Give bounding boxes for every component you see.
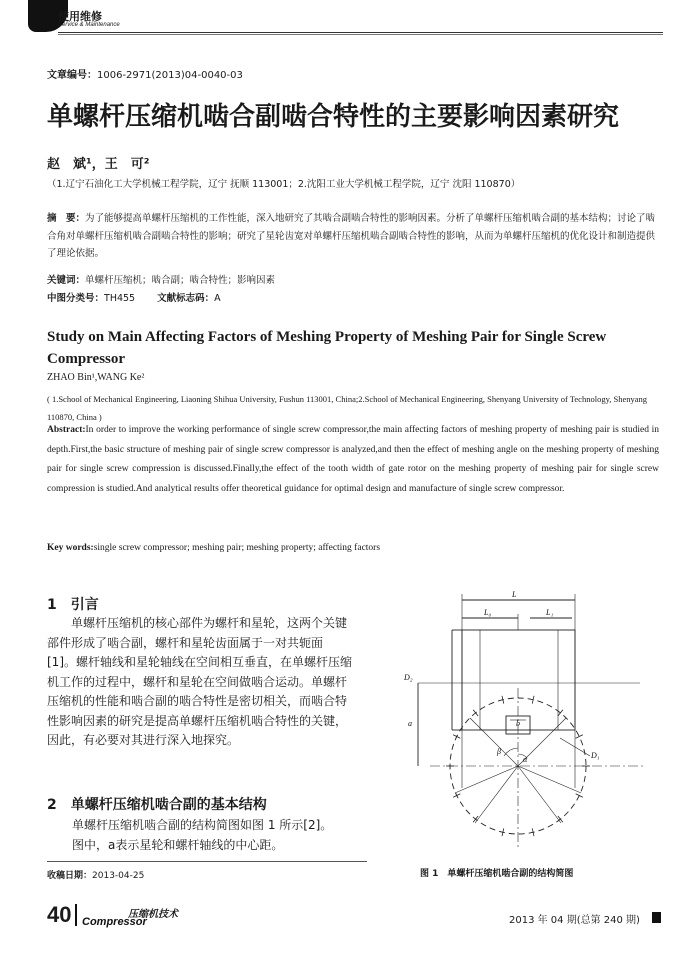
header-rule xyxy=(58,32,663,33)
page-number: 40 xyxy=(47,902,72,927)
article-number-label: 文章编号： xyxy=(47,70,97,81)
section-1-heading: 1 引言 xyxy=(47,597,99,613)
radial-line-3 xyxy=(455,766,518,793)
issue-info: 2013 年 04 期(总第 240 期) xyxy=(509,915,640,926)
journal-logo: Compressor xyxy=(82,916,147,928)
label-L1: L₁ xyxy=(546,608,554,617)
radial-line-5 xyxy=(475,766,518,823)
keywords-cn xyxy=(47,272,275,286)
abstract-en-label: Abstract: xyxy=(47,425,86,435)
label-L: L xyxy=(512,590,517,599)
tooth-tick xyxy=(576,794,583,797)
title-cn: 单螺杆压缩机啮合副啮合特性的主要影响因素研究 xyxy=(47,102,620,132)
section-2-heading: 2 单螺杆压缩机啮合副的基本结构 xyxy=(47,797,267,813)
tooth-tick xyxy=(558,710,563,716)
figure-1-diagram xyxy=(400,588,660,860)
label-alpha: α xyxy=(523,755,528,764)
tooth-tick xyxy=(453,794,460,797)
footnote-rule xyxy=(47,861,367,862)
figure-1-caption: 图 1 单螺杆压缩机啮合副的结构简图 xyxy=(420,869,574,879)
label-b: b xyxy=(516,719,520,728)
keywords-cn-text: 单螺杆压缩机；啮合副；啮合特性；影响因素 xyxy=(85,275,276,286)
label-D2: D₂ xyxy=(404,673,413,682)
label-beta: β xyxy=(497,747,501,756)
classification xyxy=(47,290,221,304)
abstract-en xyxy=(47,421,659,499)
journal-logo-cn: 压缩机技术 xyxy=(128,909,178,920)
doc-code-label: 文献标志码： xyxy=(157,293,215,304)
keywords-en-text: single screw compressor; meshing pair; meshing property; affecting factors xyxy=(93,543,381,553)
tooth-tick xyxy=(473,816,478,822)
abstract-cn-text: 为了能够提高单螺杆压缩机的工作性能，深入地研究了其啮合副啮合特性的影响因素。分析了单螺杆压缩机啮合副的基本结构；讨论了啮合角对单螺杆压缩机啮合副啮合特性的影响；研究了星轮齿宽对单螺杆压缩机啮合副啮合特性的影响，从而为单螺杆压缩机的优化设计和制造提供了理论依据。 xyxy=(47,213,656,259)
footer-divider xyxy=(75,904,77,926)
doc-code-value: A xyxy=(214,293,221,304)
tooth-tick xyxy=(576,735,583,738)
affiliations-cn: （1.辽宁石油化工大学机械工程学院，辽宁 抚顺 113001；2.沈阳工业大学机械工程学院，辽宁 沈阳 110870） xyxy=(47,179,521,190)
tooth-tick xyxy=(558,816,563,822)
issue-end-mark xyxy=(652,912,661,923)
header-rule-thin xyxy=(58,34,663,35)
radial-line-1 xyxy=(470,718,518,766)
tooth-tick xyxy=(473,710,478,716)
keywords-cn-label: 关键词： xyxy=(47,275,86,286)
label-D1: D₁ xyxy=(591,751,600,760)
header-section-cn: 使用维修 xyxy=(58,10,102,23)
abstract-cn-label: 摘 要： xyxy=(47,213,86,224)
section-2-body xyxy=(72,816,372,855)
label-a: a xyxy=(408,719,412,728)
received-value: 2013-04-25 xyxy=(92,871,145,881)
label-L0: L₀ xyxy=(484,608,492,617)
keywords-en xyxy=(47,543,380,553)
abstract-cn xyxy=(47,210,659,263)
keywords-en-label: Key words: xyxy=(47,543,94,553)
clc-label: 中图分类号： xyxy=(47,293,105,304)
beta-arc xyxy=(504,748,518,756)
title-en: Study on Main Affecting Factors of Meshing Property of Meshing Pair for Single Screw Compressor xyxy=(47,329,607,367)
article-number-value: 1006-2971(2013)04-0040-03 xyxy=(97,70,243,81)
tooth-tick xyxy=(453,735,460,738)
radial-line-4 xyxy=(518,766,581,793)
clc-value: TH455 xyxy=(104,293,136,304)
authors-cn: 赵 斌¹，王 可² xyxy=(47,157,150,172)
section-2-line-1: 单螺杆压缩机啮合副的结构简图如图 1 所示[2]。 xyxy=(72,818,333,832)
header-section-en: Service & Maintenance xyxy=(58,22,120,28)
authors-en: ZHAO Bin¹,WANG Ke² xyxy=(47,372,145,383)
affiliations-en: ( 1.School of Mechanical Engineering, Liaoning Shihua University, Fushun 113001, China;2.School of Mechanical Engineering, Shenyang University of Technology, Shenyang 110870, China ) xyxy=(47,394,648,422)
article-number xyxy=(47,66,243,81)
received-label: 收稿日期： xyxy=(47,871,93,881)
section-1-body: 单螺杆压缩机的核心部件为螺杆和星轮，这两个关键部件形成了啮合副，螺杆和星轮齿面属于一对共轭面 [1]。螺杆轴线和星轮轴线在空间相互垂直，在单螺杆压缩机工作的过程中，螺杆和星轮在空间做啮合运动。单螺杆压缩机的性能和啮合副的啮合特性是密切相关，而啮合特性影响因素的研究是提高单螺杆压缩机啮合特性的关键，因此，有必要对其进行深入地探究。 xyxy=(47,616,353,747)
received-date xyxy=(47,868,144,881)
section-2-line-2: 图中，a表示星轮和螺杆轴线的中心距。 xyxy=(72,837,284,852)
radial-line-6 xyxy=(518,766,561,823)
abstract-en-text: In order to improve the working performance of single screw compressor,the main affecting factors of meshing property of meshing pair is studied in depth.First,the basic structure of meshing pair of single screw compressor is analyzed,and then the effect of meshing angle on the meshing property of meshing pair for single screw compression is discussed.Finally,the effect of the tooth width of gate rotor on the meshing property of meshing pair for single screw compression is studied.And analytical results offer theoretical guidance for optimal design and manufacture of single screw compressor. xyxy=(47,425,659,494)
